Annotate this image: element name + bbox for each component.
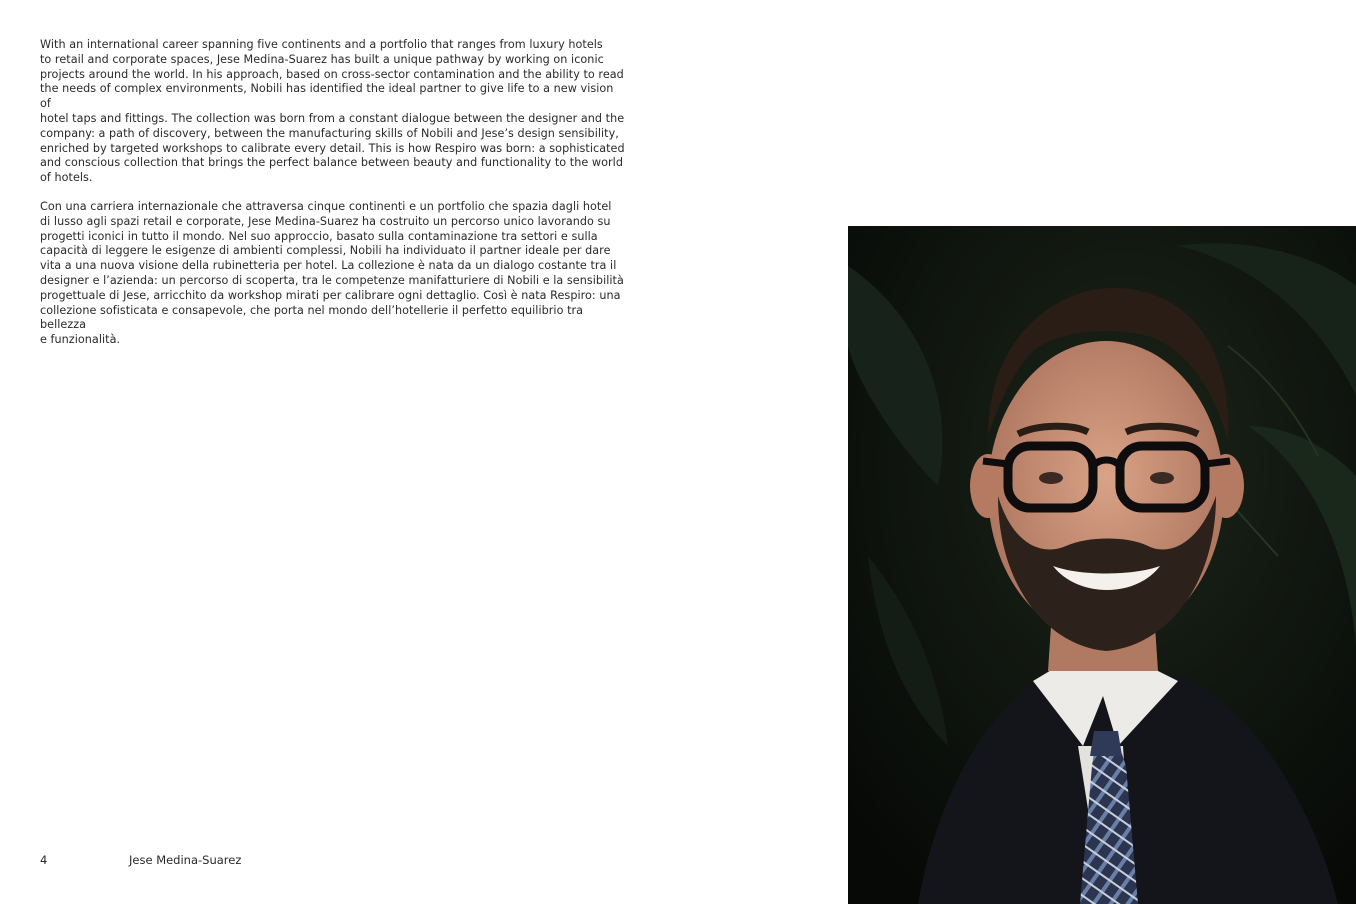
portrait-photo	[848, 226, 1356, 904]
portrait-photo-icon	[848, 226, 1356, 904]
page-number: 4	[40, 853, 48, 867]
running-title: Jese Medina-Suarez	[129, 853, 242, 867]
paragraph-italian: Con una carriera internazionale che attraversa cinque continenti e un portfolio che spazia dagli hotel di lusso agli spazi retail e corporate, Jese Medina-Suarez ha costruito un percorso unico lavorando su progetti iconici in tutto il mondo. Nel suo approccio, basato sulla contaminazione tra settori e sulla capacità di leggere le esigenze di ambienti complessi, Nobili ha individuato il partner ideale per dare vita a una nuova visione della rubinetteria per hotel. La collezione è nata da un dialogo costante tra il designer e l’azienda: un percorso di scoperta, tra le competenze manifatturiere di Nobili e la sensibilità progettuale di Jese, arricchito da workshop mirati per calibrare ogni dettaglio. Così è nata Respiro: una collezione sofisticata e consapevole, che porta nel mondo dell’hotellerie il perfetto equilibrio tra bellezza e funzionalità.	[40, 199, 624, 347]
paragraph-english: With an international career spanning five continents and a portfolio that ranges from luxury hotels to retail and corporate spaces, Jese Medina-Suarez has built a unique pathway by working on iconic projects around the world. In his approach, based on cross-sector contamination and the ability to read the needs of complex environments, Nobili has identified the ideal partner to give life to a new vision of hotel taps and fittings. The collection was born from a constant dialogue between the designer and the company: a path of discovery, between the manufacturing skills of Nobili and Jese’s design sensibility, enriched by targeted workshops to calibrate every detail. This is how Respiro was born: a sophisticated and conscious collection that brings the perfect balance between beauty and functionality to the world of hotels.	[40, 38, 625, 185]
text-column	[40, 38, 625, 362]
